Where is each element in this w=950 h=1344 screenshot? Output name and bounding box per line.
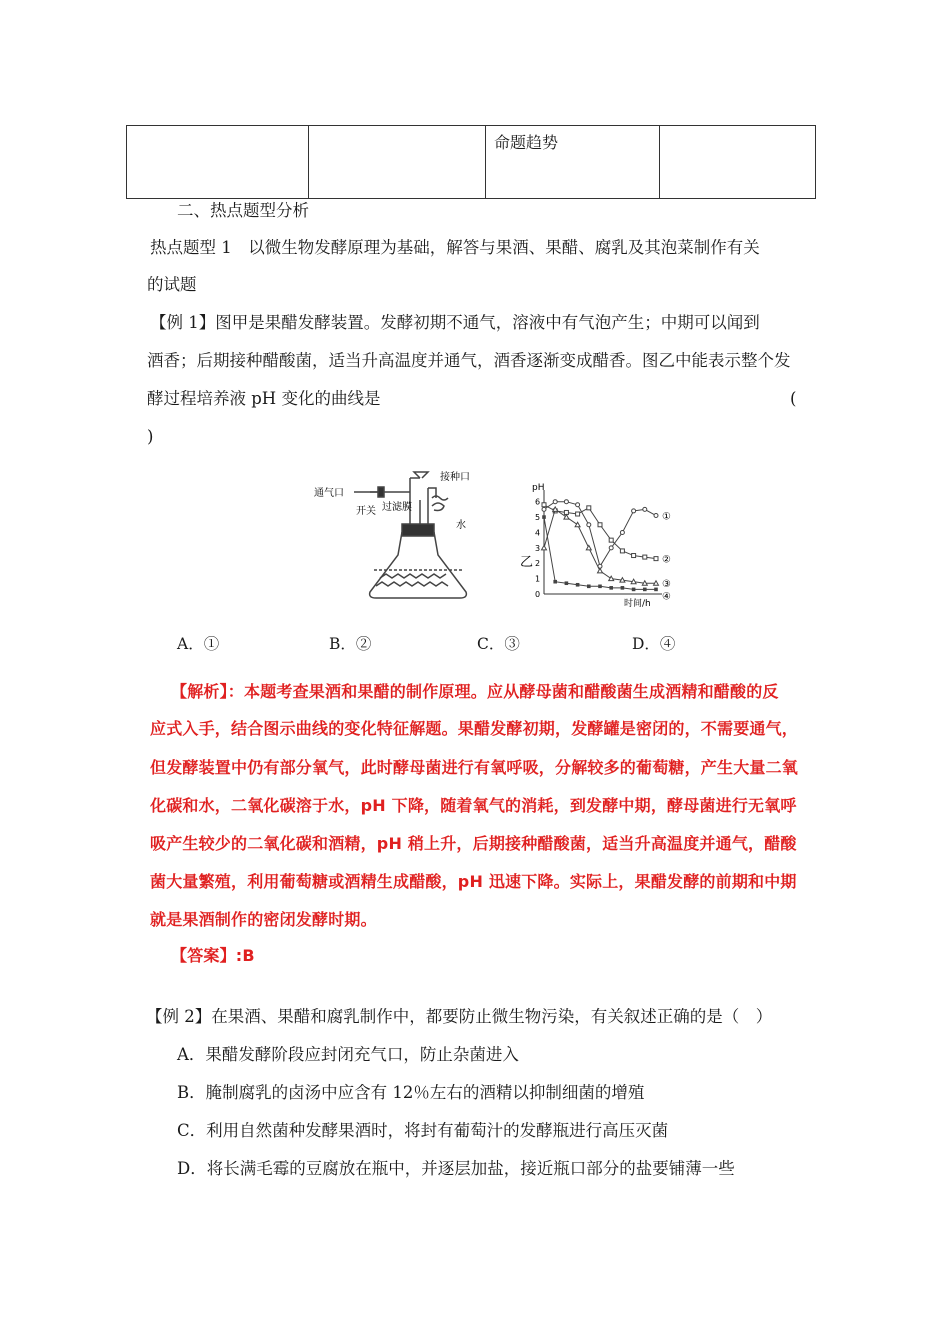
- data-point: [553, 500, 557, 504]
- y-tick-label: 5: [535, 513, 541, 523]
- air-inlet-label: 通气口: [314, 488, 344, 499]
- example2-option-b[interactable]: B．腌制腐乳的卤汤中应含有 12％左右的酒精以抑制细菌的增殖: [177, 1083, 645, 1102]
- table-cell: [660, 126, 816, 199]
- example2-option-a[interactable]: A．果醋发酵阶段应封闭充气口，防止杂菌进入: [177, 1045, 519, 1064]
- data-point: [575, 522, 580, 527]
- example1-line-3: 酵过程培养液 pH 变化的曲线是: [147, 389, 381, 408]
- analysis-line-4: 化碳和水，二氧化碳溶于水，pH 下降，随着氧气的消耗，到发酵中期，酵母菌进行无氧呼: [150, 796, 797, 815]
- chart-xlabel: 时间/h: [624, 599, 651, 609]
- y-tick-label: 1: [535, 574, 541, 584]
- example1-option-a[interactable]: A．①: [177, 635, 220, 653]
- table-cell: [309, 126, 486, 199]
- data-point: [620, 530, 624, 534]
- data-point: [654, 557, 658, 561]
- data-point: [598, 523, 602, 527]
- data-point: [565, 581, 569, 585]
- example1-option-b[interactable]: B．②: [329, 635, 372, 653]
- answer-label: 【答案】:B: [171, 946, 255, 965]
- data-point: [542, 545, 547, 550]
- data-point: [553, 507, 558, 512]
- data-point: [631, 579, 636, 584]
- analysis-line-5: 吸产生较少的二氧化碳和酒精，pH 稍上升，后期接种醋酸菌，适当升高温度并通气，醋酸: [150, 834, 797, 853]
- data-point: [632, 588, 636, 592]
- switch-label: 开关: [356, 506, 376, 517]
- y-tick-label: 2: [535, 559, 541, 569]
- data-point: [620, 578, 625, 583]
- data-point: [576, 503, 580, 507]
- header-table: [126, 125, 816, 199]
- data-point: [642, 581, 647, 586]
- data-point: [587, 523, 591, 527]
- hot-type-line-2: 的试题: [147, 275, 197, 294]
- example1-paren-open: (: [790, 389, 797, 408]
- ph-chart: [506, 478, 686, 610]
- table-cell: [127, 126, 309, 199]
- data-point: [643, 588, 647, 592]
- data-point: [598, 585, 602, 589]
- data-point: [586, 545, 591, 550]
- inoculation-label: 接种口: [440, 472, 470, 483]
- example2-option-c[interactable]: C．利用自然菌种发酵果酒时，将封有葡萄汁的发酵瓶进行高压灭菌: [177, 1121, 669, 1140]
- data-point: [654, 514, 658, 518]
- data-point: [643, 555, 647, 559]
- section-heading: 二、热点题型分析: [177, 201, 309, 220]
- data-point: [643, 507, 647, 511]
- series-line-4: [544, 517, 656, 589]
- hot-type-line-1: 热点题型 1 以微生物发酵原理为基础，解答与果酒、果醋、腐乳及其泡菜制作有关: [150, 238, 760, 257]
- filter-label: 过滤膜: [382, 502, 412, 513]
- analysis-line-3: 但发酵装置中仍有部分氧气，此时酵母菌进行有氧呼吸，分解较多的葡萄糖，产生大量二氧: [150, 758, 799, 777]
- data-point: [564, 500, 568, 504]
- example2-stem: 【例 2】在果酒、果醋和腐乳制作中，都要防止微生物污染，有关叙述正确的是（ ）: [146, 1007, 773, 1026]
- figure-yi-name: 乙: [520, 555, 534, 570]
- data-point: [609, 546, 613, 550]
- curve-label: ④: [662, 591, 671, 603]
- fermentation-apparatus-figure: [310, 470, 510, 610]
- data-point: [598, 568, 603, 573]
- analysis-line-6: 菌大量繁殖，利用葡萄糖或酒精生成醋酸，pH 迅速下降。实际上，果醋发酵的前期和中期: [150, 872, 797, 891]
- data-point: [654, 588, 658, 592]
- data-point: [609, 576, 614, 581]
- data-point: [632, 509, 636, 513]
- example2-option-d[interactable]: D．将长满毛霉的豆腐放在瓶中，并逐层加盐，接近瓶口部分的盐要铺薄一些: [177, 1159, 735, 1178]
- example1-paren-close: ): [147, 427, 154, 446]
- y-tick-label: 3: [535, 543, 541, 553]
- data-point: [564, 515, 569, 520]
- y-tick-label: 0: [535, 590, 541, 599]
- water-label: 水: [456, 520, 466, 531]
- example1-option-c[interactable]: C．③: [477, 635, 520, 653]
- data-point: [542, 507, 546, 511]
- data-point: [553, 580, 557, 584]
- data-point: [576, 512, 580, 516]
- y-tick-label: 6: [535, 497, 541, 507]
- curve-label: ②: [662, 554, 671, 566]
- curve-label: ①: [662, 511, 671, 523]
- curve-label: ③: [662, 579, 671, 591]
- table-cell-trend: 命题趋势: [486, 126, 660, 199]
- y-tick-label: 4: [535, 528, 541, 538]
- example1-option-d[interactable]: D．④: [632, 635, 676, 653]
- data-point: [620, 549, 624, 553]
- data-point: [542, 503, 546, 507]
- data-point: [632, 554, 636, 558]
- data-point: [609, 586, 613, 590]
- chart-ylabel: pH: [532, 483, 545, 493]
- data-point: [654, 581, 659, 586]
- data-point: [609, 538, 613, 542]
- data-point: [542, 515, 546, 519]
- data-point: [587, 506, 591, 510]
- analysis-line-1: 【解析】：本题考查果酒和果醋的制作原理。应从酵母菌和醋酸菌生成酒精和醋酸的反: [171, 682, 779, 701]
- analysis-line-2: 应式入手，结合图示曲线的变化特征解题。果醋发酵初期，发酵罐是密闭的，不需要通气，: [150, 719, 799, 738]
- example1-line-1: 【例 1】图甲是果醋发酵装置。发酵初期不通气，溶液中有气泡产生；中期可以闻到: [150, 313, 760, 332]
- data-point: [576, 583, 580, 587]
- data-point: [587, 585, 591, 589]
- example1-line-2: 酒香；后期接种醋酸菌，适当升高温度并通气，酒香逐渐变成醋香。图乙中能表示整个发: [147, 351, 791, 370]
- analysis-line-7: 就是果酒制作的密闭发酵时期。: [150, 910, 377, 929]
- data-point: [621, 586, 625, 590]
